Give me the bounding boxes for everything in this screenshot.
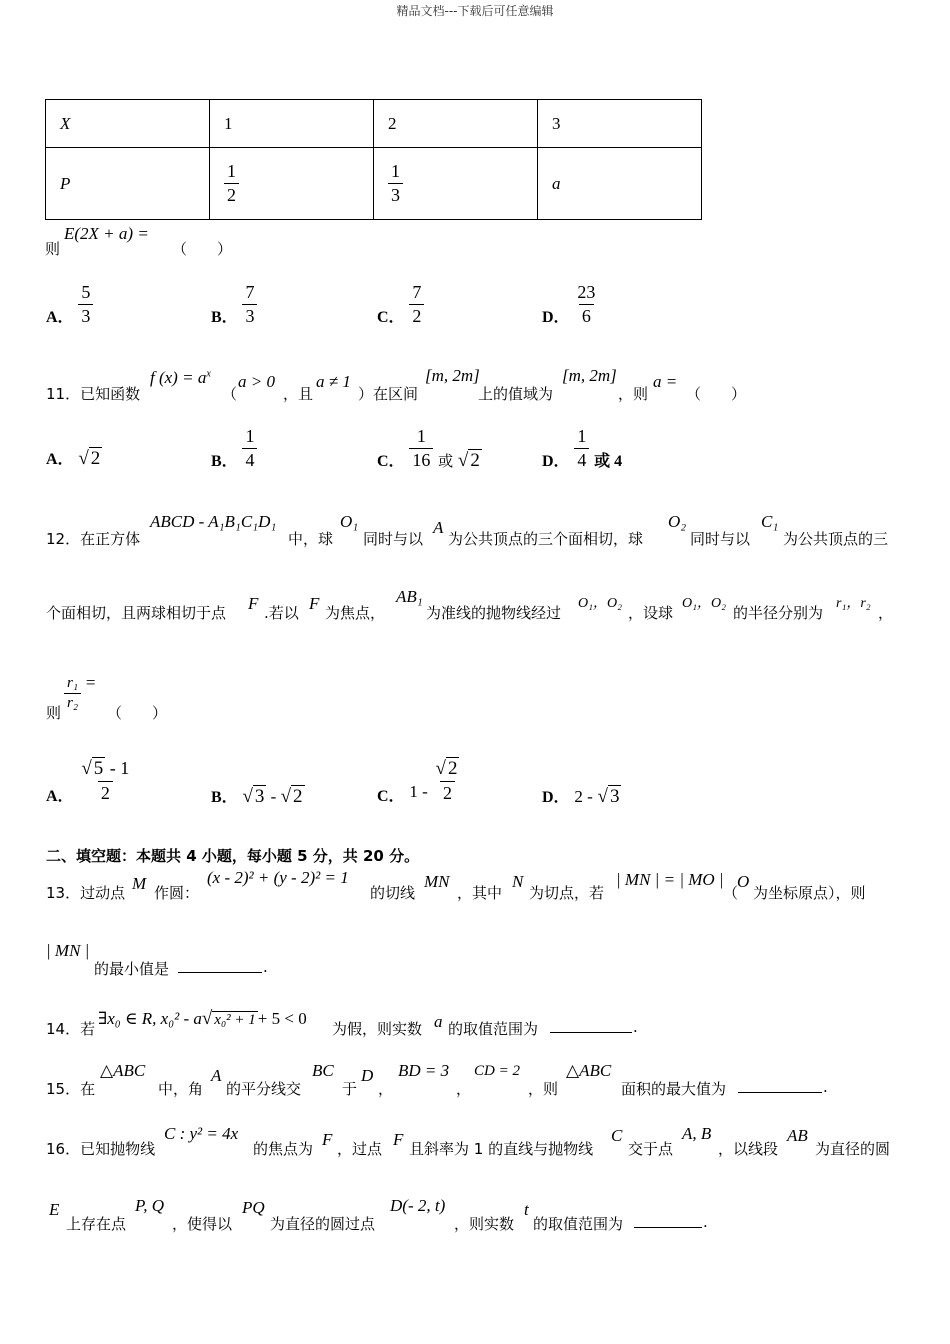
q15-text: 面积的最大值为 [621, 1080, 727, 1098]
q13-text: 13．过动点 [46, 884, 126, 902]
q13-mn: MN [424, 872, 450, 891]
q10-prefix: 则 [45, 240, 61, 258]
q13-n: N [512, 872, 524, 891]
q16-text: ，过点 [337, 1140, 383, 1158]
q15-tri: △ABC [100, 1061, 146, 1080]
table-cell: 3 [538, 100, 702, 148]
q12-option-b[interactable]: B． √ 3 - √ 2 [211, 786, 303, 807]
answer-blank[interactable] [738, 1078, 822, 1093]
q15-text: 15．在 [46, 1080, 96, 1098]
q16-ab: A, B [682, 1124, 712, 1143]
q15-text: ，则 [528, 1080, 559, 1098]
q11-range-text: 上的值域为 [478, 385, 554, 403]
q16-text: 上存在点 [66, 1215, 127, 1233]
q11-option-c[interactable]: C． $\frac{1}{16}$ 或 √ 2 [377, 426, 480, 472]
q12-o12: O₁，O₂ [578, 596, 622, 611]
q13-circle: (x - 2)² + (y - 2)² = 1 [207, 868, 349, 887]
q13-text: ，其中 [457, 884, 503, 902]
q15-a: A [211, 1066, 222, 1085]
q12-then: 则 [46, 704, 62, 722]
fraction: $\frac{23}{6}$ [577, 282, 596, 326]
q16-text: ，使得以 [172, 1215, 233, 1233]
q14-end: . [633, 1018, 638, 1036]
q12-cube: ABCD - A₁B₁C₁D₁ [150, 512, 277, 531]
q12-ab1: AB₁ [396, 587, 423, 606]
q15-text: 于 [342, 1080, 358, 1098]
q11-number: 11．已知函数 [46, 385, 141, 403]
q13-text: 作圆： [154, 884, 200, 902]
q14-expression: ∃x₀ ∈ R, x₀² - a√ x₀² + 1 + 5 < 0 [98, 1008, 307, 1029]
q12-option-a[interactable]: A． $\frac{√ 5 - 1}{2}$ [46, 758, 132, 804]
q10-option-c[interactable]: C． $\frac{7}{2}$ [377, 282, 424, 326]
q12-text: 同时与以 [690, 530, 751, 548]
q16-c: C [611, 1126, 623, 1145]
q16-end: . [703, 1213, 708, 1231]
q16-f: F [322, 1130, 333, 1149]
q12-text: 中，球 [288, 530, 334, 548]
q13-o: O [737, 872, 750, 891]
q12-o2: O₂ [668, 512, 687, 531]
q16-text: 交于点 [628, 1140, 674, 1158]
q10-option-b[interactable]: B． $\frac{7}{3}$ [211, 282, 257, 326]
answer-blank[interactable] [550, 1018, 632, 1033]
q12-text: ，设球 [628, 604, 674, 622]
table-cell [374, 148, 538, 220]
q15-tri: △ABC [566, 1061, 612, 1080]
q12-text: .若以 [264, 604, 299, 622]
q12-r12: r₁，r₂ [836, 596, 871, 611]
q12-o12: O₁，O₂ [682, 596, 726, 611]
section-heading: 二、填空题：本题共 4 小题，每小题 5 分，共 20 分。 [46, 847, 420, 865]
q16-pq: P, Q [135, 1196, 164, 1215]
q16-f: F [393, 1130, 404, 1149]
q15-text: 中，角 [158, 1080, 204, 1098]
q14-text: 的取值范围为 [448, 1020, 539, 1038]
q12-text: 为准线的抛物线经过 [426, 604, 562, 622]
q11-option-b[interactable]: B． $\frac{1}{4}$ [211, 426, 257, 470]
sqrt-expression: √ 2 [280, 786, 303, 807]
answer-blank[interactable] [634, 1213, 702, 1228]
q14-text: 为假，则实数 [332, 1020, 423, 1038]
q12-text: 为焦点， [325, 604, 386, 622]
q16-text: ，以线段 [718, 1140, 779, 1158]
q10-option-a[interactable]: A． $\frac{5}{3}$ [46, 282, 93, 326]
q10-paren: （ ） [172, 240, 233, 258]
q12-paren: （ ） [107, 704, 168, 722]
table-cell: 2 [374, 100, 538, 148]
q15-cd: CD = 2 [474, 1063, 520, 1079]
q11-option-a[interactable]: A． √ 2 [46, 448, 101, 469]
fraction: $\frac{5}{3}$ [78, 282, 93, 326]
answer-blank[interactable] [178, 958, 262, 973]
fraction: $\frac{1}{3}$ [388, 161, 403, 205]
table-cell: 1 [210, 100, 374, 148]
q11-paren: （ ） [686, 385, 747, 403]
q12-text: 同时与以 [363, 530, 424, 548]
fraction: $\frac{1}{4}$ [574, 426, 589, 470]
fraction: $\frac{1}{2}$ [224, 161, 239, 205]
sqrt-expression: √ 2 [457, 450, 480, 472]
q12-c1: C₁ [761, 512, 779, 531]
q12-text: ， [878, 604, 894, 622]
q16-t: t [524, 1200, 529, 1219]
q13-text: 的切线 [370, 884, 416, 902]
q13-text: 为坐标原点），则 [753, 884, 866, 902]
q11-interval: [m, 2m] [425, 366, 480, 385]
q12-f: F [309, 594, 320, 613]
q12-text: 12．在正方体 [46, 530, 141, 548]
q15-d: D [361, 1066, 374, 1085]
q15-text: 的平分线交 [226, 1080, 302, 1098]
q16-ab2: AB [787, 1126, 808, 1145]
fraction: $\frac{√ 2}{2}$ [435, 758, 458, 803]
q16-d-point: D(- 2, t) [390, 1196, 446, 1215]
fraction: $\frac{\text{r₁}}{\text{r₂}}$ [64, 675, 81, 713]
q16-text: 为直径的圆 [815, 1140, 891, 1158]
q12-o1: O₁ [340, 512, 359, 531]
q11-interval-text: ）在区间 [358, 385, 419, 403]
fraction: $\frac{1}{16}$ [409, 426, 433, 470]
fraction: $\frac{1}{4}$ [242, 426, 257, 470]
q11-cond-open: （ [222, 385, 238, 403]
q16-text: 的焦点为 [253, 1140, 314, 1158]
sqrt-expression: √ 2 [78, 448, 101, 469]
q16-text: 的取值范围为 [533, 1215, 624, 1233]
q12-text: 为公共顶点的三 [783, 530, 889, 548]
q13-cond: | MN | = | MO | [616, 870, 724, 889]
q11-a-eq: a = [653, 372, 678, 391]
q11-cond2: a ≠ 1 [316, 372, 351, 391]
page-header: 精品文档---下载后可任意编辑 [396, 4, 554, 18]
table-cell: X [46, 100, 210, 148]
q11-function: f $(x) = a^x$ [150, 368, 211, 387]
q15-end: . [823, 1078, 828, 1096]
q12-option-c[interactable]: C． 1 - $\frac{√ 2}{2}$ [377, 758, 462, 804]
q10-option-d[interactable]: D． $\frac{23}{6}$ [542, 282, 598, 326]
table-row [46, 148, 702, 220]
q13-mn-abs: | MN | [46, 941, 90, 960]
q11-cond1: a > 0 [238, 372, 275, 391]
q15-text: ， [378, 1080, 394, 1098]
fraction: $\frac{√ 5 - 1}{2}$ [81, 758, 130, 803]
fraction: $\frac{7}{2}$ [409, 282, 424, 326]
q16-text: 16．已知抛物线 [46, 1140, 156, 1158]
sqrt-expression: √ 3 [242, 786, 265, 807]
q12-ratio: $\frac{\text{r₁}}{\text{r₂}}$ = [64, 675, 95, 713]
q14-a: a [434, 1012, 443, 1031]
table-cell: a [538, 148, 702, 220]
q16-pq2: PQ [242, 1198, 265, 1217]
q10-expression: E(2X + a) = [64, 224, 149, 243]
q13-m: M [132, 874, 147, 893]
q16-text: ，则实数 [454, 1215, 515, 1233]
q15-text: ， [456, 1080, 472, 1098]
sqrt-expression: √ 3 [597, 786, 620, 807]
q12-text: 个面相切，且两球相切于点 [46, 604, 227, 622]
q13-text: 的最小值是 [94, 960, 170, 978]
q11-then: ，则 [618, 385, 649, 403]
q13-text: 为切点，若 [529, 884, 605, 902]
q13-text: （ [723, 884, 739, 902]
q12-option-d[interactable]: D． 2 - √ 3 [542, 786, 620, 807]
fraction: $\frac{7}{3}$ [242, 282, 257, 326]
table-cell [210, 148, 374, 220]
q16-parabola: C : y² = 4x [164, 1124, 239, 1143]
q12-text: 的半径分别为 [733, 604, 824, 622]
q11-option-d[interactable]: D． $\frac{1}{4}$ 或 4 [542, 426, 623, 471]
table-cell: P [46, 148, 210, 220]
q11-and: ，且 [283, 385, 314, 403]
q12-text: 为公共顶点的三个面相切，球 [448, 530, 644, 548]
q12-a: A [433, 518, 444, 537]
q12-f: F [248, 594, 259, 613]
q11-range: [m, 2m] [562, 366, 617, 385]
sqrt-expression: √ x₀² + 1 [201, 1008, 256, 1029]
distribution-table [45, 99, 702, 220]
q15-bc: BC [312, 1061, 334, 1080]
q16-e: E [49, 1200, 60, 1219]
q13-end: . [263, 958, 268, 976]
q14-text: 14．若 [46, 1020, 96, 1038]
q16-text: 且斜率为 1 的直线与抛物线 [409, 1140, 594, 1158]
q16-text: 为直径的圆过点 [270, 1215, 376, 1233]
q15-bd: BD = 3 [398, 1061, 450, 1080]
table-row [46, 100, 702, 148]
